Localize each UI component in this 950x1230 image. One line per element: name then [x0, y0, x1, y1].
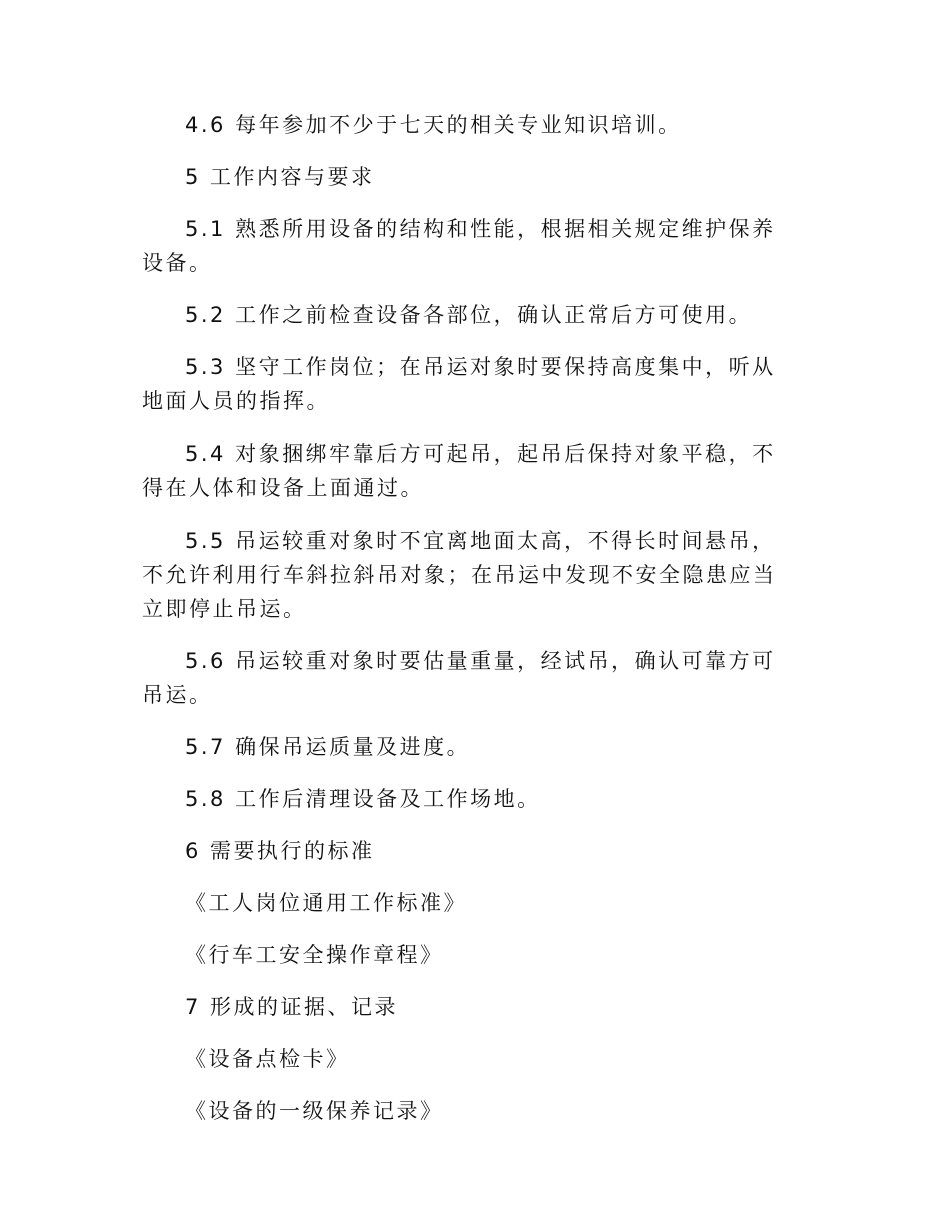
- section-6-heading: 6 需要执行的标准: [185, 839, 375, 863]
- section-5-heading: 5 工作内容与要求: [185, 165, 375, 189]
- record-item-2: 《设备的一级保养记录》: [185, 1099, 444, 1123]
- clause-5-5: 5.5 吊运较重对象时不宜离地面太高，不得长时间悬吊，不允许利用行车斜拉斜吊对象；在吊运中发现不安全隐患应当立即停止吊运。: [142, 529, 777, 621]
- clause-5-8: 5.8 工作后清理设备及工作场地。: [185, 787, 541, 811]
- clause-5-4: 5.4 对象捆绑牢靠后方可起吊，起吊后保持对象平稳，不得在人体和设备上面通过。: [142, 442, 776, 500]
- clause-5-7: 5.7 确保吊运质量及进度。: [185, 735, 471, 759]
- standard-item-1: 《工人岗位通用工作标准》: [185, 891, 467, 915]
- clause-5-6: 5.6 吊运较重对象时要估量重量，经试吊，确认可靠方可吊运。: [142, 649, 776, 707]
- section-7-heading: 7 形成的证据、记录: [185, 995, 399, 1019]
- clause-5-2: 5.2 工作之前检查设备各部位，确认正常后方可使用。: [185, 303, 753, 327]
- clause-5-3: 5.3 坚守工作岗位；在吊运对象时要保持高度集中，听从地面人员的指挥。: [142, 355, 776, 413]
- document-body: [142, 108, 797, 1128]
- clause-4-6: 4.6 每年参加不少于七天的相关专业知识培训。: [185, 113, 682, 137]
- clause-5-1: 5.1 熟悉所用设备的结构和性能，根据相关规定维护保养设备。: [142, 217, 776, 275]
- record-item-1: 《设备点检卡》: [185, 1047, 350, 1071]
- standard-item-2: 《行车工安全操作章程》: [185, 943, 444, 967]
